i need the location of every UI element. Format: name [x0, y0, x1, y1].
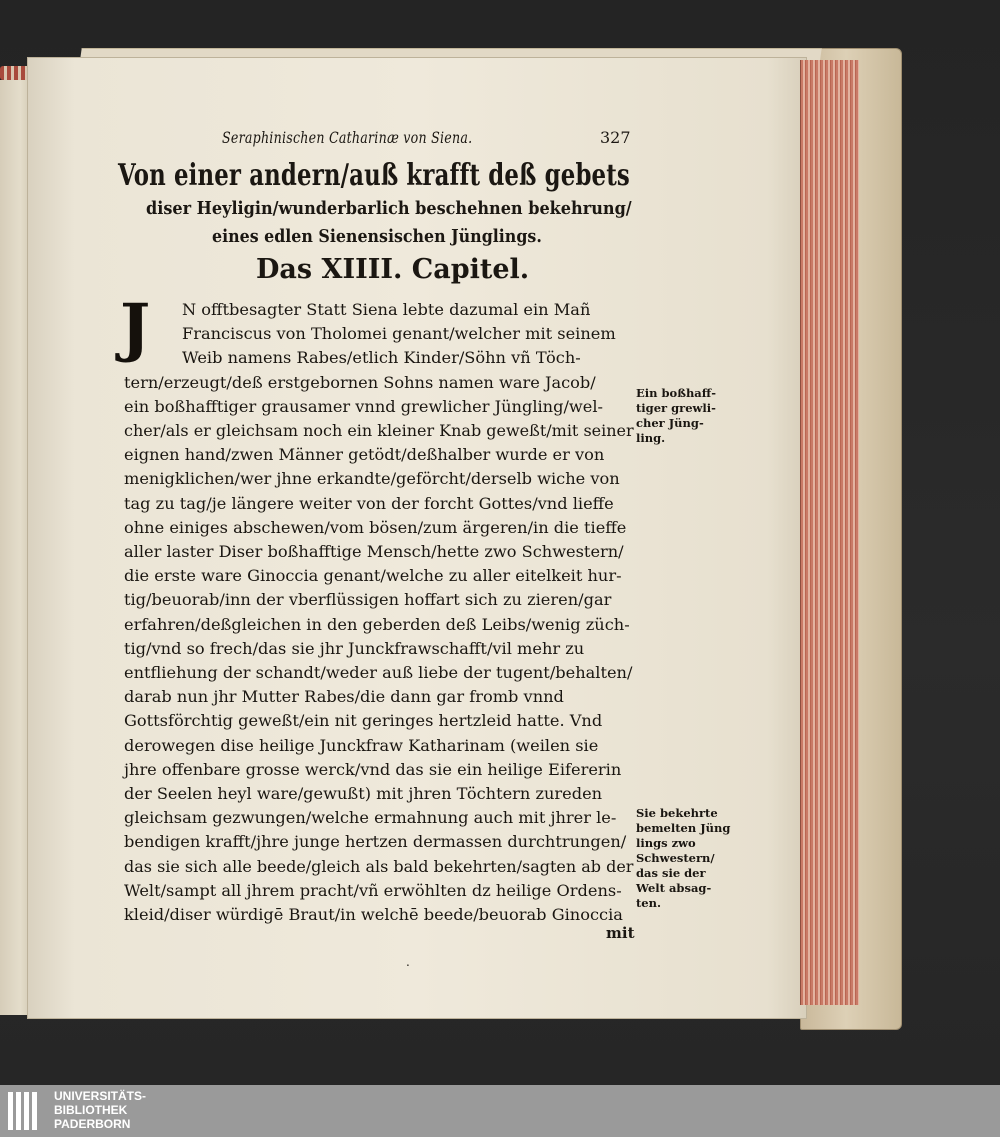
logo-line: PADERBORN	[54, 1117, 131, 1131]
folio-mark: .	[406, 955, 410, 969]
margin-note-line: Ein boßhaff-	[636, 386, 716, 400]
chapter-title-line: diser Heyligin/wunderbarlich beschehnen bekehrung/	[146, 198, 632, 219]
body-line: Welt/sampt all jhrem pracht/vñ erwöhlten dz heilige Ordens-	[124, 880, 622, 900]
margin-note-line: cher Jüng-	[636, 416, 704, 430]
body-line: ein boßhafftiger grausamer vnnd grewlicher Jüngling/wel-	[124, 396, 604, 416]
chapter-title-line: eines edlen Sienensischen Jünglings.	[212, 226, 542, 247]
margin-note-line: tiger grewli-	[636, 401, 716, 415]
body-line: kleid/diser würdigē Braut/in welchē beede/beuorab Ginoccia	[124, 905, 623, 924]
body-line: derowegen dise heilige Junckfraw Katharinam (weilen sie	[124, 735, 599, 755]
body-line: N offtbesagter Statt Siena lebte dazumal ein Mañ	[182, 300, 591, 319]
margin-note-line: bemelten Jüng	[636, 821, 731, 835]
logo-line: UNIVERSITÄTS-	[54, 1089, 147, 1103]
chapter-title-line: Von einer andern/auß krafft deß gebets	[118, 158, 630, 193]
body-line: entfliehung der schandt/weder auß liebe der tugent/behalten/	[124, 663, 633, 682]
body-line: ohne einiges abschewen/vom bösen/zum ärgeren/in die tieffe	[124, 517, 627, 537]
library-logo-icon	[6, 1090, 46, 1132]
body-line: Weib namens Rabes/etlich Kinder/Söhn vñ Töch-	[182, 348, 581, 368]
library-footer-bar	[0, 1085, 1000, 1137]
body-line: erfahren/deßgleichen in den geberden deß Leibs/wenig züch-	[124, 614, 630, 634]
body-line: darab nun jhr Mutter Rabes/die dann gar fromb vnnd	[124, 687, 564, 707]
body-line: Gottsförchtig geweßt/ein nit geringes hertzleid hatte. Vnd	[124, 711, 603, 731]
margin-note-line: ten.	[636, 896, 661, 910]
body-line: Franciscus von Tholomei genant/welcher mit seinem	[182, 324, 616, 344]
body-line: bendigen krafft/jhre junge hertzen dermassen durchtrungen/	[124, 832, 627, 852]
body-line: jhre offenbare grosse werck/vnd das sie ein heilige Eifererin	[124, 759, 622, 779]
margin-note-line: Welt absag-	[636, 881, 712, 895]
library-logo-text	[54, 1089, 146, 1131]
body-line: menigklichen/wer jhne erkandte/geförcht/derselb wiche von	[124, 469, 620, 489]
page-number: 327	[600, 128, 631, 147]
red-page-edges	[800, 60, 859, 1005]
drop-cap-initial: J	[120, 290, 151, 365]
body-line: eignen hand/zwen Männer getödt/deßhalber wurde er von	[124, 445, 605, 465]
chapter-label: Das XIIII. Capitel.	[256, 254, 530, 285]
body-line: der Seelen heyl ware/gewußt) mit jhren Töchtern zureden	[124, 784, 603, 803]
body-line: tig/vnd so frech/das sie jhr Junckfrawschafft/vil mehr zu	[124, 638, 585, 658]
body-line: aller laster Diser boßhafftige Mensch/hette zwo Schwestern/	[124, 542, 624, 561]
body-line: gleichsam gezwungen/welche ermahnung auch mit jhrer le-	[124, 808, 617, 828]
body-line: cher/als er gleichsam noch ein kleiner Knab geweßt/mit seiner	[124, 421, 634, 440]
margin-note-line: ling.	[636, 431, 666, 445]
margin-note-line: das sie der	[636, 866, 706, 880]
margin-note-line: Schwestern/	[636, 851, 715, 865]
body-line: das sie sich alle beede/gleich als bald bekehrten/sagten ab der	[124, 856, 634, 876]
body-line: tig/beuorab/inn der vberflüssigen hoffart sich zu zieren/gar	[124, 590, 612, 610]
logo-line: BIBLIOTHEK	[54, 1103, 128, 1117]
catchword: mit	[606, 924, 635, 942]
body-line: tag zu tag/je längere weiter von der forcht Gottes/vnd lieffe	[124, 493, 614, 513]
body-line: tern/erzeugt/deß erstgebornen Sohns namen ware Jacob/	[124, 372, 596, 392]
body-line: die erste ware Ginoccia genant/welche zu aller eitelkeit hur-	[124, 566, 622, 586]
margin-note-line: Sie bekehrte	[636, 806, 718, 820]
margin-note-line: lings zwo	[636, 836, 696, 850]
running-header: Seraphinischen Catharinæ von Siena.	[222, 128, 473, 147]
